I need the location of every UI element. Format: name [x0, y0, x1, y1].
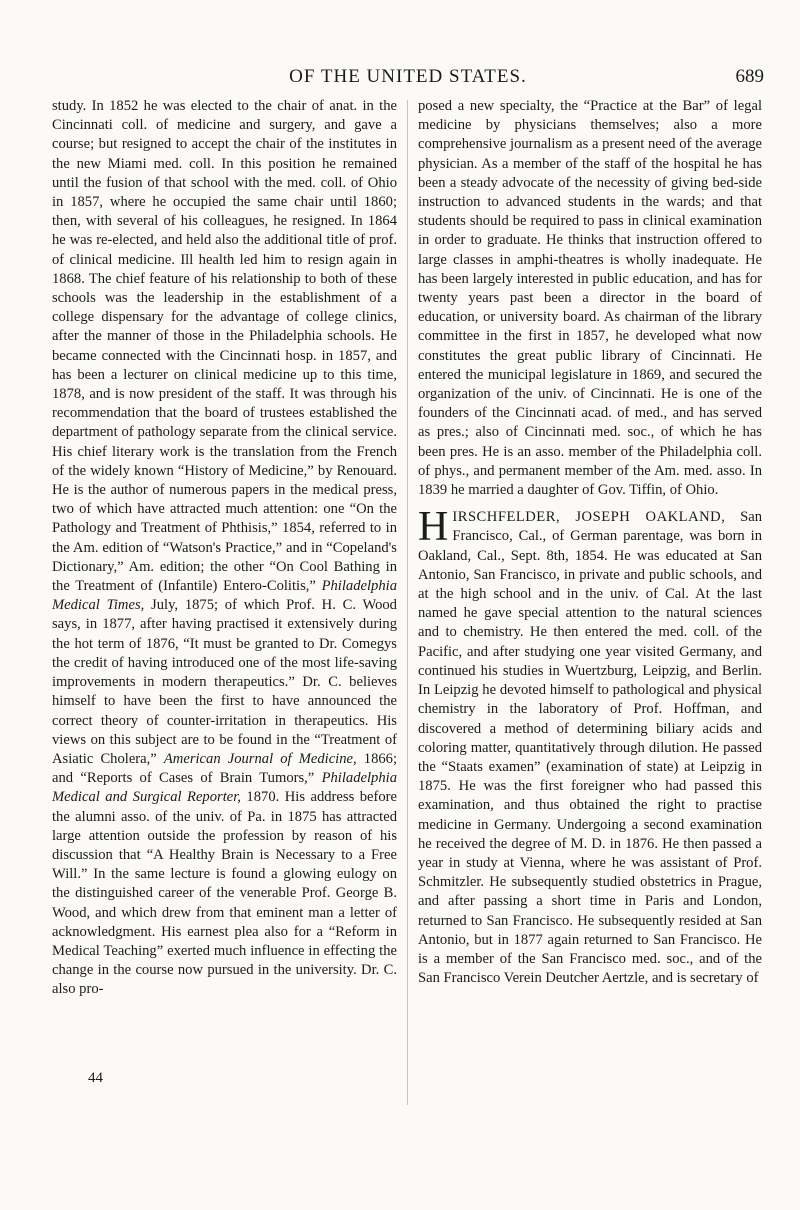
journal-title: Philadelphia Medical and Surgical Reporter, — [52, 770, 397, 806]
signature-mark: 44 — [88, 1070, 103, 1086]
biography-text-continued: posed a new specialty, the “Practice at the Bar” of legal medicine by physicians themselves; also a more comprehensive journalism as a present need of the average physician. As a member of the staff of the hospital he has been a steady advocate of the necessity of giving bed-side instruction to advanced students in the wards; and that students should be required to pass in clinical examination in order to graduate. He thinks that instruction offered to large classes in amphi-theatres is wholly inadequate. He has been largely interested in public education, and has for twenty years past been a director in the board of education, or university board. As chairman of the library committee in the first in 1857, he developed what now constitutes the great public library of Cincinnati. He entered the municipal legislature in 1869, and secured the organization of the univ. of Cincinnati. He is one of the founders of the Cincinnati acad. of med., and has served as pres.; also of Cincinnati med. soc., of which he has been pres. He is an asso. member of the Philadelphia coll. of phys., and permanent member of the Am. med. asso. In 1839 he married a daughter of Gov. Tiffin, of Ohio. — [418, 98, 762, 499]
text-run: study. In 1852 he was elected to the chair of anat. in the Cincinnati coll. of medicine and surgery, and gave a course; but resigned to accept the chair of the institutes in the new Miami med. coll. In this position he remained until the fusion of that school with the med. coll. of Ohio in 1857, where he occupied the same chair until 1860; then, with several of his colleagues, he resigned. In 1864 he was re-elected, and held also the additional title of prof. of clinical medicine. Ill health led him to resign again in 1868. The chief feature of his relationship to both of these schools was the leadership in the establishment of a college dispensary for the advantage of college clinics, after the manner of those in the Philadelphia schools. He became connected with the Cincinnati hosp. in 1857, and has been a lecturer on clinical medicine up to this time, 1878, and is now president of the staff. It was through his recommendation that the board of trustees established the department of pathology separate from the clinical service. His chief literary work is the translation from the French of the widely known “History of Medicine,” by Renouard. He is the author of numerous papers in the medical press, two of which have attracted much attention: one “On the Pathology and Treatment of Phthisis,” 1854, referred to in the Am. edition of “Watson's Practice,” and in “Copeland's Dictionary,” Am. edition; the other “On Cool Bathing in the Treatment of (Infantile) Entero-Colitis,” — [52, 98, 397, 595]
entry-body: San Francisco, Cal., of German parentage, was born in Oakland, Cal., Sept. 8th, 1854. He was educated at San Antonio, San Francisco, in private and public schools, and at the high school and in the univ. of Cal. At the last named he gave special attention to the natural sciences and to chemistry. He then entered the med. coll. of the Pacific, and after studying one year visited Germany, and continued his studies in Wuertzburg, Leipzig, and Berlin. In Leipzig he devoted himself to pathological and physical chemistry in the laboratory of Prof. Hoffman, and discovered a method of determining biliary acids and coloring matter, quantitatively through dilution. He passed the “Staats examen” (examination of state) at Leipzig in 1875. He was the first foreigner who had passed this examination, and thus obtained the right to practise medicine in Germany. Undergoing a second examination he received the degree of M. D. in 1876. He then passed a year in study at Vienna, where he was assistant of Prof. Schmitzler. He subsequently studied obstetrics in Prague, and after passing a short time in Paris and London, returned to San Francisco. He subsequently resided at San Antonio, but in 1877 again returned to San Francisco. He is a member of the San Francisco med. soc., and of the San Francisco Verein Deutcher Aertzle, and is secretary of — [418, 509, 762, 987]
text-run: 1870. His address before the alumni asso. of the univ. of Pa. in 1875 has attracted large attention outside the profession by reason of his discussion that “A Healthy Brain is Necessary to a Free Will.” In the same lecture is found a glowing eulogy on the distinguished career of the venerable Prof. George B. Wood, and which drew from that eminent man a letter of acknowledgment. His earnest plea also for a “Reform in Medical Teaching” exerted much influence in effecting the change in the course now pursued in the university. Dr. C. also pro- — [52, 789, 397, 998]
page-number: 689 — [735, 66, 764, 87]
right-column — [418, 97, 762, 988]
left-column — [52, 97, 397, 1000]
biography-entry-hirschfelder — [418, 504, 762, 988]
biography-text-continued — [52, 97, 397, 1000]
journal-title: Philadelphia Medical Times, — [52, 578, 397, 614]
column-divider — [407, 100, 408, 1105]
drop-cap: H — [418, 504, 449, 551]
running-title: OF THE UNITED STATES. — [289, 66, 527, 87]
text-run: 1866; and “Reports of Cases of Brain Tumors,” — [52, 750, 398, 787]
text-run: July, 1875; of which Prof. H. C. Wood says, in 1877, after having practised it extensively during the hot term of 1876, “It must be granted to Dr. Comegys the credit of having introduced one of the most life-saving improvements in modern therapeutics.” Dr. C. believes himself to have been the first to have announced the correct theory of counter-irritation in therapeutics. His views on this subject are to be found in the “Treatment of Asiatic Cholera,” — [52, 597, 397, 767]
journal-title: American Journal of Medicine, — [163, 750, 357, 767]
page-header — [52, 66, 764, 94]
entry-name: IRSCHFELDER, JOSEPH OAKLAND, — [452, 509, 726, 526]
